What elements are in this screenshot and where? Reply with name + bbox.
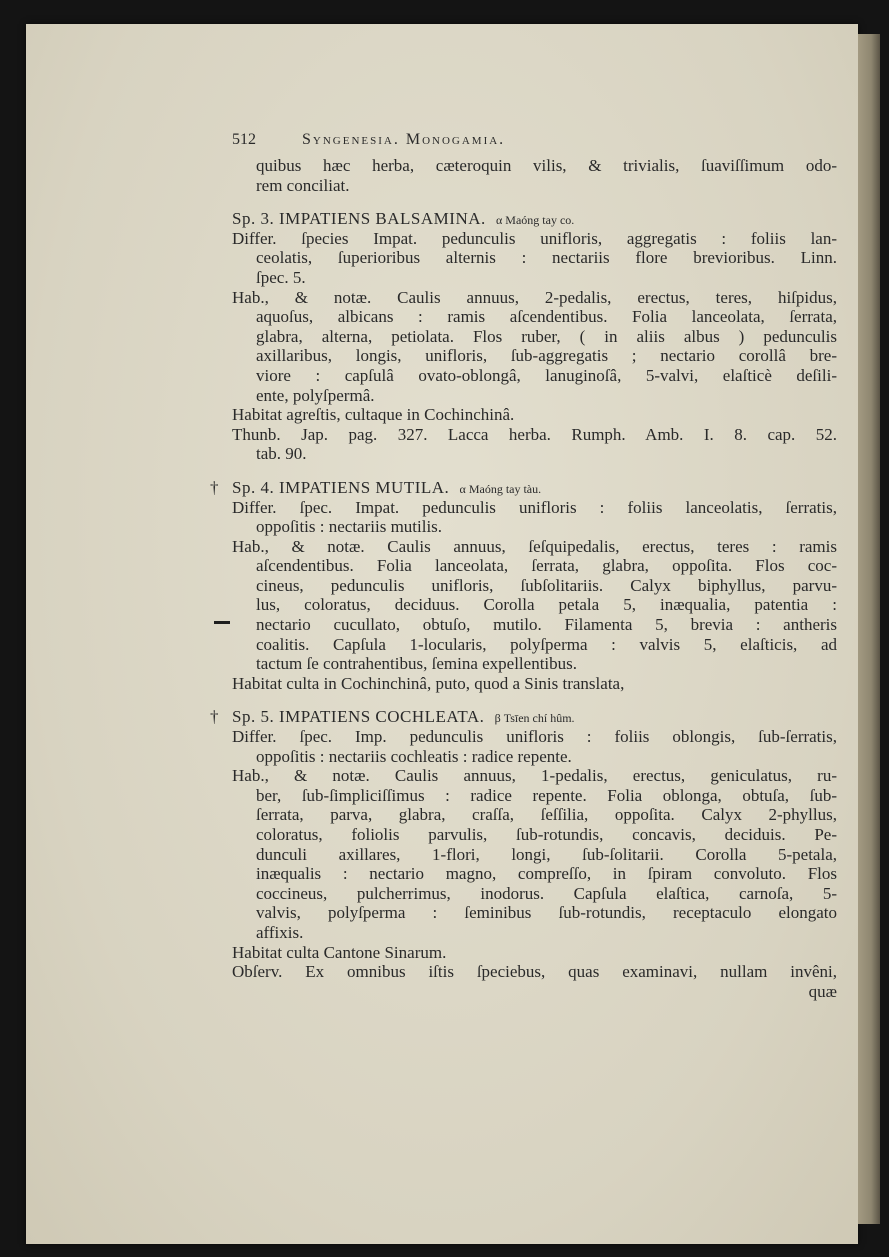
page-number: 512 — [232, 131, 256, 148]
text-line: dunculi axillares, 1-flori, longi, ſub-ſolitarii. Corolla 5-petala, — [256, 844, 837, 864]
text-line: quibus hæc herba, cæteroquin vilis, & trivialis, ſuaviſſimum odo- — [256, 156, 837, 175]
text-line: Habitat culta in Cochinchinâ, puto, quod a Sinis translata, — [232, 673, 625, 693]
species-heading — [210, 707, 837, 727]
text-line: nectario cucullato, obtuſo, mutilo. Filamenta 5, brevia : antheris — [256, 615, 837, 635]
text-line: coalitis. Capſula 1-locularis, polyſperma : valvis 5, elaſticis, ad — [256, 634, 837, 654]
text-line: Differ. ſpec. Imp. pedunculis unifloris : foliis oblongis, ſub-ſerratis, — [232, 727, 837, 747]
vernacular-name: β Tsīen chí hûm. — [494, 711, 575, 726]
page-text — [210, 128, 837, 1001]
text-line: rem conciliat. — [256, 175, 350, 195]
text-line: Obſerv. Ex omnibus iſtis ſpeciebus, quas examinavi, nullam invêni, — [232, 962, 837, 982]
running-title: Syngenesia. Monogamia. — [302, 131, 506, 148]
margin-mark — [214, 621, 230, 624]
text-line: lus, coloratus, deciduus. Corolla petala 5, inæqualia, patentia : — [256, 595, 837, 615]
text-line: affixis. — [256, 922, 304, 942]
text-line: aquoſus, albicans : ramis aſcendentibus. Folia lanceolata, ſerrata, — [256, 307, 837, 327]
text-line: Hab., & notæ. Caulis annuus, 2-pedalis, erectus, teres, hiſpidus, — [232, 287, 837, 307]
text-line: ceolatis, ſuperioribus alternis : nectariis flore brevioribus. Linn. — [256, 248, 837, 268]
text-line: tab. 90. — [256, 444, 307, 464]
text-line: inæqualis : nectario magno, compreſſo, in ſpiram convoluto. Flos — [256, 864, 837, 884]
species-title: Sp. 3. IMPATIENS BALSAMINA. — [232, 209, 486, 229]
text-line: valvis, polyſperma : ſeminibus ſub-rotundis, receptaculo elongato — [256, 903, 837, 923]
text-line: axillaribus, longis, unifloris, ſub-aggregatis ; nectario corollâ bre- — [256, 346, 837, 366]
page-edge — [858, 34, 880, 1224]
dagger-mark: † — [210, 477, 219, 497]
text-line: Hab., & notæ. Caulis annuus, ſeſquipedalis, erectus, teres : ramis — [232, 536, 837, 556]
text-line: oppoſitis : nectariis mutilis. — [256, 517, 443, 537]
dagger-mark: † — [210, 707, 219, 727]
species-heading — [210, 477, 837, 498]
text-line: oppoſitis : nectariis cochleatis : radice repente. — [256, 746, 572, 766]
text-line: tactum ſe contrahentibus, ſemina expellentibus. — [256, 654, 578, 674]
text-line: Habitat agreſtis, cultaque in Cochinchinâ. — [232, 405, 515, 425]
text-line: cineus, pedunculis unifloris, ſubſolitariis. Calyx biphyllus, parvu- — [256, 575, 837, 595]
text-line: Differ. ſpecies Impat. pedunculis unifloris, aggregatis : foliis lan- — [232, 228, 837, 248]
running-header — [232, 128, 837, 152]
text-line: aſcendentibus. Folia lanceolata, ſerrata, glabra, oppoſita. Flos coc- — [256, 556, 837, 576]
text-line: Habitat culta Cantone Sinarum. — [232, 942, 447, 962]
species-heading — [232, 209, 837, 229]
text-line: glabra, alterna, petiolata. Flos ruber, ( in aliis albus ) pedunculis — [256, 326, 837, 346]
text-line: Thunb. Jap. pag. 327. Lacca herba. Rumph. Amb. I. 8. cap. 52. — [232, 424, 837, 444]
text-line: ſpec. 5. — [256, 267, 306, 287]
text-line: ente, polyſpermâ. — [256, 385, 375, 405]
text-line: ſerrata, parva, glabra, craſſa, ſeſſilia, oppoſita. Calyx 2-phyllus, — [256, 805, 837, 825]
text-line: Differ. ſpec. Impat. pedunculis unifloris : foliis lanceolatis, ſerratis, — [232, 497, 837, 517]
catchword: quæ — [808, 981, 837, 1001]
text-line: Hab., & notæ. Caulis annuus, 1-pedalis, erectus, geniculatus, ru- — [232, 766, 837, 786]
vernacular-name: α Maóng tay tàu. — [459, 481, 542, 496]
vernacular-name: α Maóng tay co. — [496, 213, 575, 228]
text-line: viore : capſulâ ovato-oblongâ, lanuginoſâ, 5-valvi, elaſticè deſili- — [256, 365, 837, 385]
species-title: Sp. 5. IMPATIENS COCHLEATA. — [232, 707, 485, 727]
text-line: coccineus, pulcherrimus, inodorus. Capſula elaſtica, carnoſa, 5- — [256, 883, 837, 903]
text-line: coloratus, foliolis parvulis, ſub-rotundis, concavis, deciduis. Pe- — [256, 825, 837, 844]
species-title: Sp. 4. IMPATIENS MUTILA. — [232, 477, 450, 497]
text-line: ber, ſub-ſimpliciſſimus : radice repente. Folia oblonga, obtuſa, ſub- — [256, 785, 837, 805]
